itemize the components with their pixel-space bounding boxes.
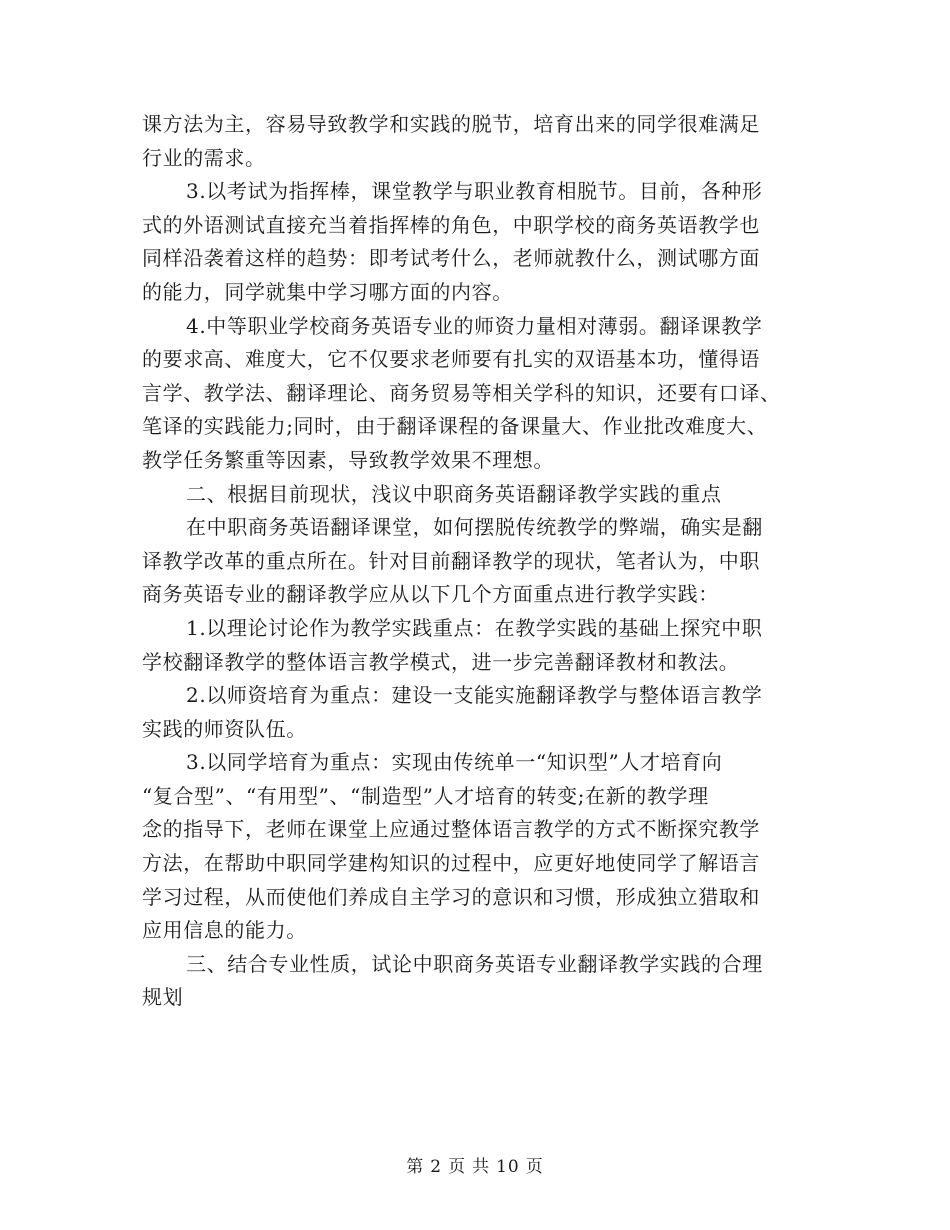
footer-page-label: 页 (448, 1157, 467, 1177)
text-line: 2.以师资培育为重点：建设一支能实施翻译教学与整体语言教学 (186, 683, 763, 708)
paragraph-p-section2 (142, 478, 812, 512)
text-line: 的能力，同学就集中学习哪方面的内容。 (142, 279, 513, 304)
footer-total-label: 共 (472, 1157, 491, 1177)
text-line: 实践的师资队伍。 (142, 716, 307, 741)
text-line: 言学、教学法、翻译理论、商务贸易等相关学科的知识，还要有口译、 (142, 380, 781, 405)
text-line: 在中职商务英语翻译课堂，如何摆脱传统教学的弊端，确实是翻 (186, 515, 763, 540)
footer-prefix: 第 (406, 1157, 425, 1177)
text-line: 笔译的实践能力;同时，由于翻译课程的备课量大、作业批改难度大、 (142, 414, 768, 439)
text-line: 3.以同学培育为重点：实现由传统单一“知识型”人才培育向 (186, 750, 723, 775)
document-body (142, 108, 812, 1015)
footer-total-pages: 10 (496, 1157, 520, 1177)
footer-suffix: 页 (525, 1157, 544, 1177)
text-line: 规划 (142, 985, 184, 1010)
text-line: 二、根据目前现状，浅议中职商务英语翻译教学实践的重点 (186, 481, 722, 506)
text-line: 行业的需求。 (142, 145, 266, 170)
page-footer (0, 1152, 950, 1177)
text-line: 念的指导下，老师在课堂上应通过整体语言教学的方式不断探究教学 (142, 817, 760, 842)
text-line: 方法，在帮助中职同学建构知识的过程中，应更好地使同学了解语言 (142, 851, 760, 876)
text-line: 应用信息的能力。 (142, 918, 307, 943)
paragraph-p-s2-item1 (142, 612, 812, 679)
text-line: 式的外语测试直接充当着指挥棒的角色，中职学校的商务英语教学也 (142, 212, 760, 237)
text-line: 学校翻译教学的整体语言教学模式，进一步完善翻译教材和教法。 (142, 649, 740, 674)
text-line: 3.以考试为指挥棒，课堂教学与职业教育相脱节。目前，各种形 (186, 179, 763, 204)
paragraph-p-item3 (142, 175, 812, 309)
text-line: 4.中等职业学校商务英语专业的师资力量相对薄弱。翻译课教学 (186, 313, 763, 338)
text-line: 学习过程，从而使他们养成自主学习的意识和习惯，形成独立猎取和 (142, 884, 760, 909)
paragraph-p-continued (142, 108, 812, 175)
text-line: 译教学改革的重点所在。针对目前翻译教学的现状，笔者认为，中职 (142, 548, 760, 573)
text-line: 的要求高、难度大，它不仅要求老师要有扎实的双语基本功，懂得语 (142, 347, 760, 372)
text-line: 1.以理论讨论作为教学实践重点：在教学实践的基础上探究中职 (186, 615, 763, 640)
text-line: 同样沿袭着这样的趋势：即考试考什么，老师就教什么，测试哪方面 (142, 246, 760, 271)
paragraph-p-item4 (142, 310, 812, 478)
text-line: 教学任务繁重等因素，导致教学效果不理想。 (142, 447, 554, 472)
text-line: 三、结合专业性质，试论中职商务英语专业翻译教学实践的合理 (186, 951, 763, 976)
paragraph-p-section2-body (142, 511, 812, 612)
text-line: 课方法为主，容易导致教学和实践的脱节，培育出来的同学很难满足 (142, 112, 760, 136)
paragraph-p-s2-item2 (142, 679, 812, 746)
paragraph-p-section3 (142, 948, 812, 1015)
text-line: 商务英语专业的翻译教学应从以下几个方面重点进行教学实践： (142, 582, 719, 607)
footer-current-page: 2 (430, 1157, 443, 1177)
text-line: “复合型”、“有用型”、“制造型”人才培育的转变;在新的教学理 (142, 783, 709, 808)
paragraph-p-s2-item3 (142, 746, 812, 948)
